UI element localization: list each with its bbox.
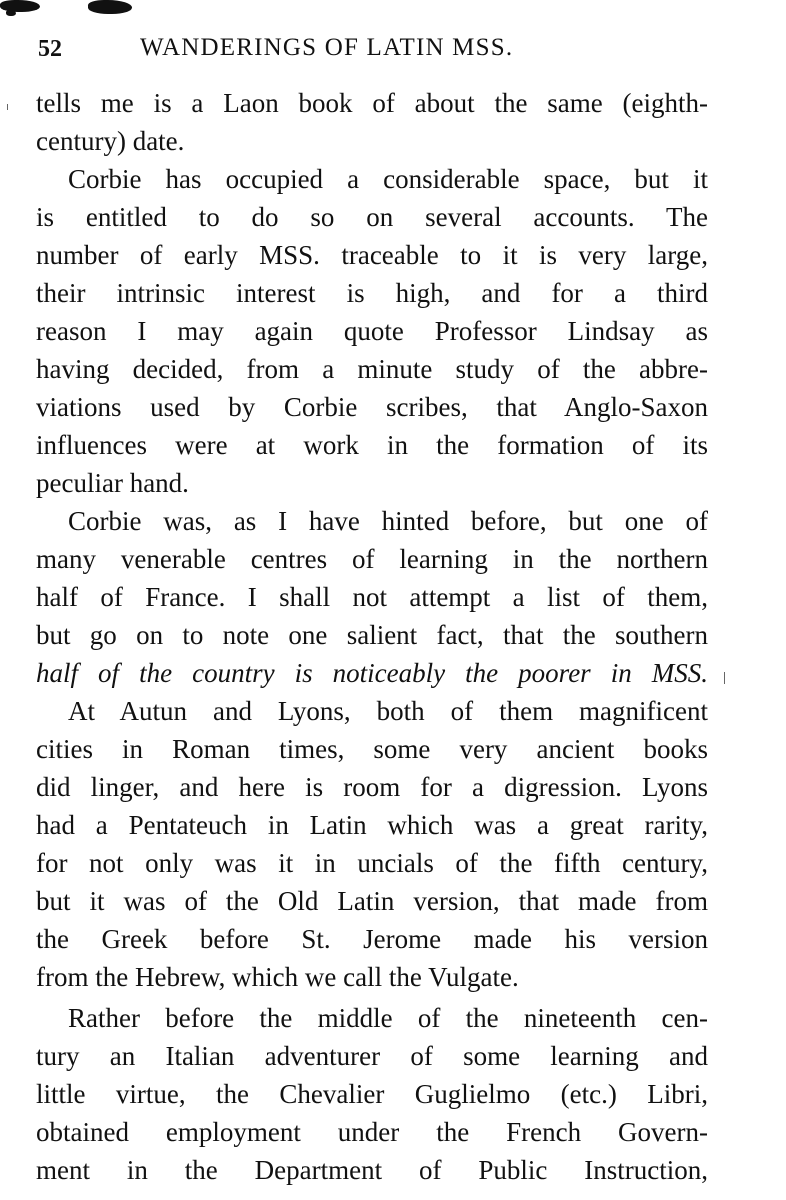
- scan-blot: [88, 0, 132, 14]
- text-line: is entitled to do so on several accounts. The: [36, 202, 708, 232]
- text-line: viations used by Corbie scribes, that Anglo-Saxon: [36, 392, 708, 422]
- text-line: half of France. I shall not attempt a list of them,: [36, 582, 708, 612]
- text-line: little virtue, the Chevalier Guglielmo (etc.) Libri,: [36, 1079, 708, 1109]
- margin-mark: [724, 672, 725, 684]
- text-line: cities in Roman times, some very ancient books: [36, 734, 708, 764]
- text-line: obtained employment under the French Govern-: [36, 1117, 708, 1147]
- text-line: half of the country is noticeably the poorer in MSS.: [36, 658, 708, 688]
- scan-blot: [6, 10, 16, 16]
- text-line: century) date.: [36, 126, 185, 156]
- text-line: tury an Italian adventurer of some learning and: [36, 1041, 708, 1071]
- text-line: Corbie has occupied a considerable space, but it: [68, 164, 708, 194]
- margin-mark: [7, 104, 8, 110]
- text-line: from the Hebrew, which we call the Vulgate.: [36, 962, 519, 992]
- text-line: At Autun and Lyons, both of them magnificent: [68, 696, 708, 726]
- body-text: [36, 84, 708, 1189]
- running-title: WANDERINGS OF LATIN MSS.: [140, 34, 514, 61]
- text-line: reason I may again quote Professor Lindsay as: [36, 316, 708, 346]
- text-line: ment in the Department of Public Instruction,: [36, 1155, 708, 1185]
- text-line: did linger, and here is room for a digression. Lyons: [36, 772, 708, 802]
- text-line: Rather before the middle of the nineteenth cen-: [68, 1003, 708, 1033]
- text-line: Corbie was, as I have hinted before, but one of: [68, 506, 708, 536]
- text-line: many venerable centres of learning in the northern: [36, 544, 708, 574]
- text-line: had a Pentateuch in Latin which was a great rarity,: [36, 810, 708, 840]
- text-line: but go on to note one salient fact, that the southern: [36, 620, 708, 650]
- text-line: number of early MSS. traceable to it is very large,: [36, 240, 708, 270]
- running-header: [36, 32, 716, 72]
- text-line: their intrinsic interest is high, and for a third: [36, 278, 708, 308]
- text-line: peculiar hand.: [36, 468, 189, 498]
- text-line: having decided, from a minute study of the abbre-: [36, 354, 708, 384]
- text-line: for not only was it in uncials of the fifth century,: [36, 848, 708, 878]
- text-line: tells me is a Laon book of about the same (eighth-: [36, 88, 708, 118]
- text-line: but it was of the Old Latin version, that made from: [36, 886, 708, 916]
- text-line: influences were at work in the formation of its: [36, 430, 708, 460]
- text-line: the Greek before St. Jerome made his version: [36, 924, 708, 954]
- page-number: 52: [38, 36, 62, 62]
